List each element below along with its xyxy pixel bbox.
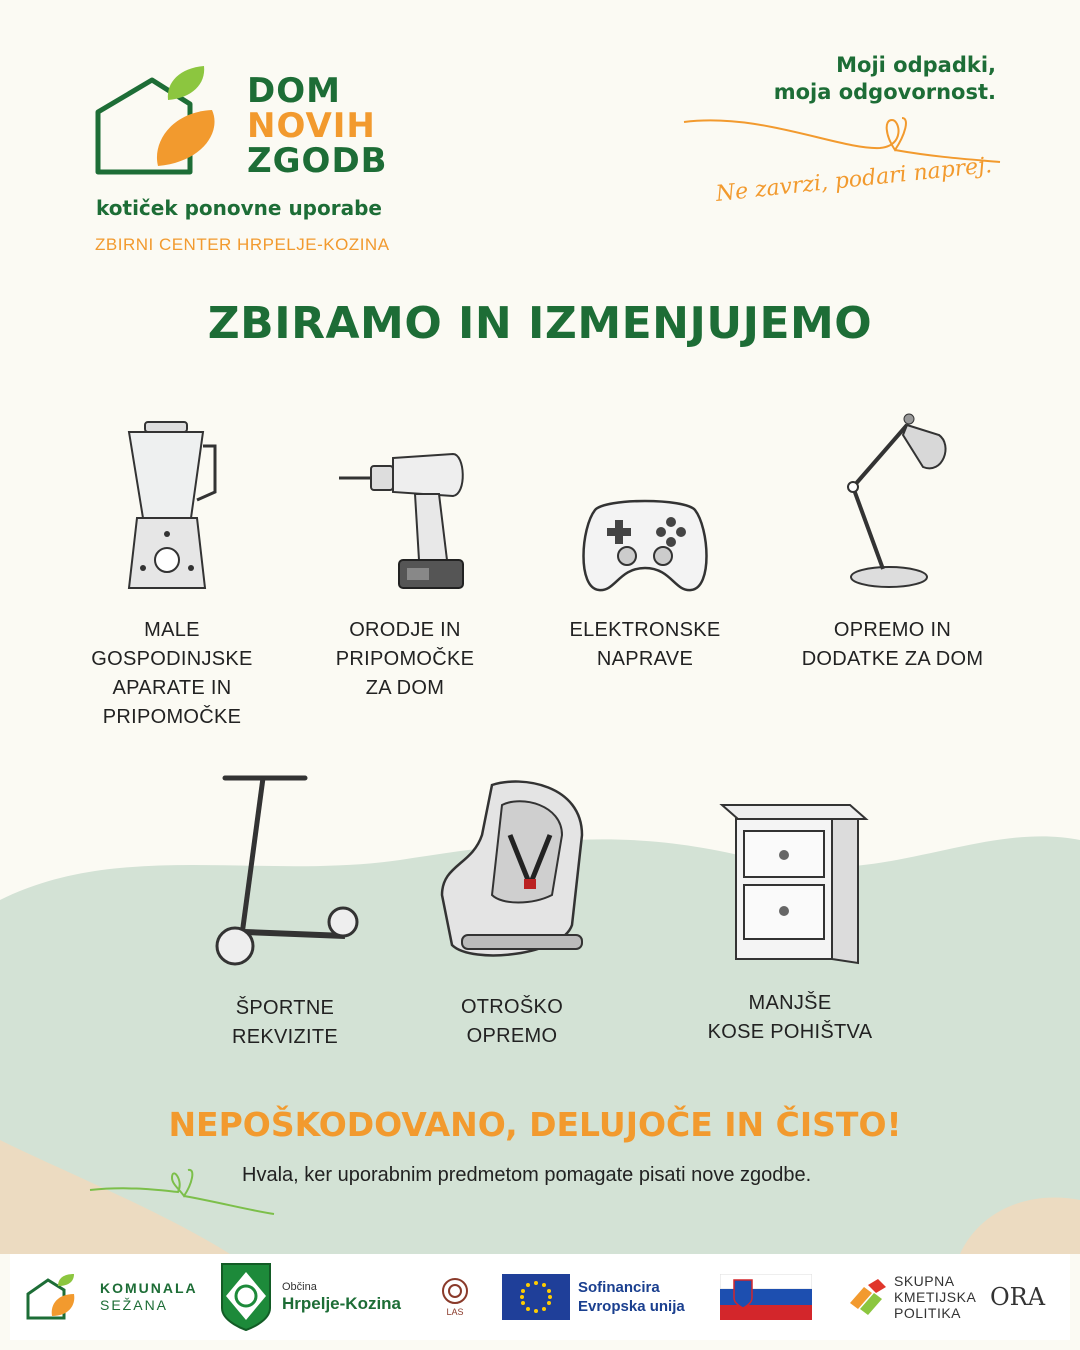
thank-you-text: Hvala, ker uporabnim predmetom pomagate pisati nove zgodbe. — [242, 1164, 812, 1186]
slogan-line2: moja odgovornost. — [773, 80, 996, 104]
ora-label: ORA — [990, 1283, 1046, 1311]
item-furniture — [690, 795, 890, 1047]
item-sports — [185, 770, 385, 1052]
eu-cofunding-logo — [502, 1254, 702, 1340]
item-home-equipment — [780, 405, 1005, 674]
condition-tagline: NEPOŠKODOVANO, DELUJOČE IN ČISTO! — [168, 1105, 902, 1144]
logo-title — [247, 71, 388, 181]
komunala-city: SEŽANA — [100, 1297, 169, 1313]
item-label: MANJŠE KOSE POHIŠTVA — [707, 992, 873, 1043]
item-tools — [305, 418, 505, 703]
logo-title-dom: DOM — [247, 71, 341, 111]
cap-emblem-icon — [848, 1279, 888, 1315]
slovenian-flag-icon — [720, 1274, 812, 1320]
komunala-name: KOMUNALA — [100, 1280, 198, 1296]
scooter-icon — [205, 770, 365, 970]
nightstand-icon — [710, 795, 870, 975]
eu-flag-icon — [502, 1274, 570, 1320]
logo-title-novih: NOVIH — [247, 106, 376, 146]
ora-logo — [990, 1254, 1060, 1340]
item-small-appliances — [72, 418, 272, 732]
slogan-script: Ne zavrzi, podari naprej. — [714, 153, 994, 207]
skp-line3: POLITIKA — [894, 1305, 962, 1321]
house-leaf-icon — [92, 62, 252, 182]
item-electronics — [545, 418, 745, 674]
car-seat-icon — [432, 775, 592, 975]
las-emblem-icon — [438, 1277, 472, 1307]
house-leaf-icon — [24, 1272, 86, 1322]
slovenia-flag — [720, 1254, 820, 1340]
las-label: LAS — [446, 1307, 464, 1317]
logo-title-zgodb: ZGODB — [247, 141, 388, 181]
eu-cofunding-line2: Evropska unija — [578, 1298, 685, 1315]
drill-icon — [335, 418, 475, 598]
collection-center-name: ZBIRNI CENTER HRPELJE-KOZINA — [95, 235, 390, 254]
obcina-hrpelje-kozina-logo — [220, 1254, 420, 1340]
dom-novih-zgodb-logo — [92, 62, 432, 262]
obcina-label: Občina — [282, 1280, 317, 1293]
skp-line2: KMETIJSKA — [894, 1289, 977, 1305]
obcina-name: Hrpelje-Kozina — [282, 1293, 402, 1313]
skupna-kmetijska-politika-logo — [848, 1254, 988, 1340]
item-label: ELEKTRONSKE NAPRAVE — [569, 619, 721, 670]
item-label: ORODJE IN PRIPOMOČKE ZA DOM — [335, 619, 475, 699]
item-label: OPREMO IN DODATKE ZA DOM — [801, 619, 984, 670]
gamepad-icon — [575, 418, 715, 598]
item-label: MALE GOSPODINJSKE APARATE IN PRIPOMOČKE — [91, 619, 253, 728]
desk-lamp-icon — [823, 405, 963, 598]
skp-line1: SKUPNA — [894, 1273, 955, 1289]
main-title: ZBIRAMO IN IZMENJUJEMO — [207, 298, 873, 349]
item-label: OTROŠKO OPREMO — [460, 996, 564, 1047]
slogan-line1: Moji odpadki, — [836, 53, 996, 77]
las-logo — [430, 1254, 480, 1340]
blender-icon — [117, 418, 227, 598]
logo-subtitle: kotiček ponovne uporabe — [96, 196, 382, 220]
slogan — [774, 52, 996, 106]
item-children — [412, 775, 612, 1051]
coat-of-arms-icon — [220, 1262, 272, 1332]
item-label: ŠPORTNE REKVIZITE — [231, 997, 339, 1048]
eu-cofunding-line1: Sofinancira — [578, 1279, 660, 1296]
komunala-sezana-logo — [24, 1254, 214, 1340]
sponsor-footer — [10, 1254, 1070, 1340]
